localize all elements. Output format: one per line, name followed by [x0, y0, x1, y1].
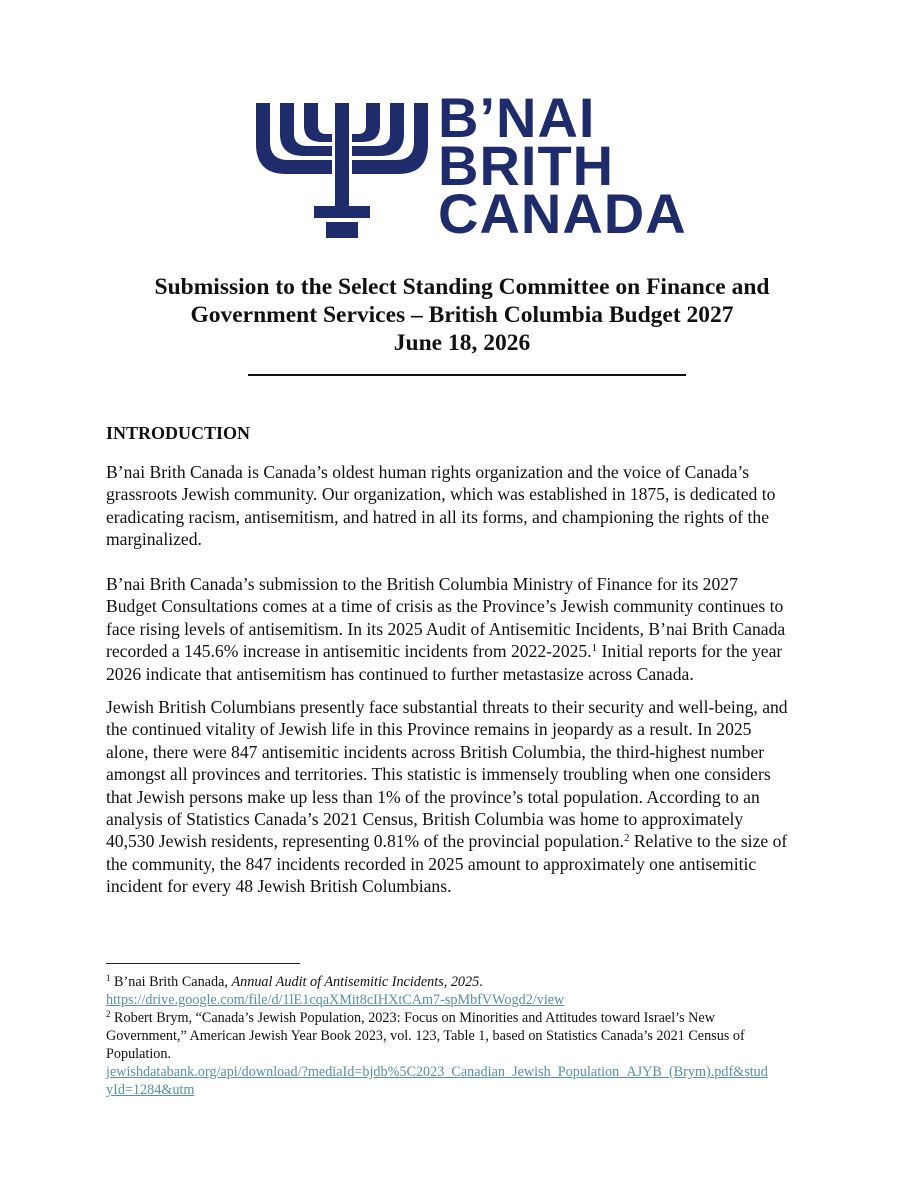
paragraph-1 — [106, 461, 826, 551]
footnote-1-link[interactable]: https://drive.google.com/file/d/1lE1cqaXMit8cIHXtCAm7-spMbfVWogd2/view — [106, 992, 565, 1008]
section-heading: INTRODUCTION — [106, 423, 251, 443]
footnote-1 — [106, 973, 830, 991]
title-date: June 18, 2026 — [393, 330, 531, 356]
p3-line: that Jewish persons make up less than 1% of the province’s total population. According to an — [106, 786, 760, 807]
footnote-2-line-1: Robert Brym, “Canada’s Jewish Population, 2023: Focus on Minorities and Attitudes toward Israel’s New — [110, 1010, 715, 1026]
logo-wordmark — [438, 86, 687, 245]
footnote-ref-2[interactable]: 2 — [623, 832, 630, 845]
p2-line: Budget Consultations comes at a time of crisis as the Province’s Jewish community continues to — [106, 596, 784, 617]
footnote-1-text: B’nai Brith Canada, — [110, 974, 232, 990]
footnote-2-line-3: Population. — [106, 1046, 172, 1062]
document-title — [100, 273, 824, 357]
logo-line-3: CANADA — [438, 182, 687, 245]
p2-line: face rising levels of antisemitism. In its 2025 Audit of Antisemitic Incidents, B’nai Brith Canada — [106, 618, 786, 639]
footnote-1-title: Annual Audit of Antisemitic Incidents, 2025 — [231, 974, 480, 990]
footnote-2-link-line-2[interactable]: yId=1284&utm — [106, 1082, 195, 1098]
p3-line: Jewish British Columbians presently face substantial threats to their security and well-being, and — [106, 697, 788, 717]
p1-line: B’nai Brith Canada is Canada’s oldest human rights organization and the voice of Canada’s — [106, 462, 750, 482]
p1-line: grassroots Jewish community. Our organization, which was established in 1875, is dedicated to — [106, 484, 776, 505]
paragraph-2 — [106, 573, 826, 685]
p1-line: marginalized. — [106, 529, 202, 550]
footnote-1-number: 1 — [106, 973, 111, 983]
title-line-1: Submission to the Select Standing Committee on Finance and — [154, 274, 770, 300]
footnote-2-link-line-1[interactable]: jewishdatabank.org/api/download/?mediaId=bjdb%5C2023_Canadian_Jewish_Population_AJYB_(Brym).pdf&stud — [106, 1064, 768, 1080]
p3-line — [106, 830, 826, 852]
footnote-2-number: 2 — [106, 1009, 111, 1019]
p2-line-4a: recorded a 145.6% increase in antisemitic incidents from 2022-2025. — [106, 641, 592, 662]
p2-line: 2026 indicate that antisemitism has continued to further metastasize across Canada. — [106, 663, 694, 684]
footnote-2-line-2: Government,” American Jewish Year Book 2023, vol. 123, Table 1, based on Statistics Canada’s 2021 Census of — [106, 1028, 745, 1044]
logo-line-2: BRITH — [438, 134, 615, 197]
p2-line — [106, 640, 826, 662]
p3-line-7a: 40,530 Jewish residents, representing 0.81% of the provincial population. — [106, 831, 624, 852]
title-divider — [248, 374, 686, 376]
bnai-brith-logo — [252, 86, 687, 248]
p3-line-7b: Relative to the size of — [629, 831, 788, 852]
p2-line-4b: Initial reports for the year — [597, 641, 783, 662]
footnote-1-end: . — [479, 974, 483, 990]
p3-line: incident for every 48 Jewish British Columbians. — [106, 876, 452, 897]
p3-line: the continued vitality of Jewish life in this Province remains in jeopardy as a result. In 2025 — [106, 719, 752, 740]
footnote-2 — [106, 1009, 830, 1027]
title-line-2: Government Services – British Columbia Budget 2027 — [190, 302, 734, 328]
menorah-icon — [252, 98, 432, 248]
p3-line: alone, there were 847 antisemitic incidents across British Columbia, the third-highest number — [106, 741, 765, 762]
paragraph-3 — [106, 696, 826, 898]
p1-line: eradicating racism, antisemitism, and hatred in all its forms, and championing the rights of the — [106, 506, 770, 527]
p3-line: amongst all provinces and territories. This statistic is immensely troubling when one considers — [106, 764, 771, 785]
footnote-divider — [106, 963, 300, 964]
p2-line: B’nai Brith Canada’s submission to the British Columbia Ministry of Finance for its 2027 — [106, 574, 738, 594]
footnotes — [106, 973, 830, 1099]
p3-line: the community, the 847 incidents recorded in 2025 amount to approximately one antisemitic — [106, 853, 757, 874]
footnote-ref-1[interactable]: 1 — [591, 642, 598, 655]
p3-line: analysis of Statistics Canada’s 2021 Census, British Columbia was home to approximately — [106, 809, 744, 830]
logo-line-1: B’NAI — [438, 86, 596, 149]
